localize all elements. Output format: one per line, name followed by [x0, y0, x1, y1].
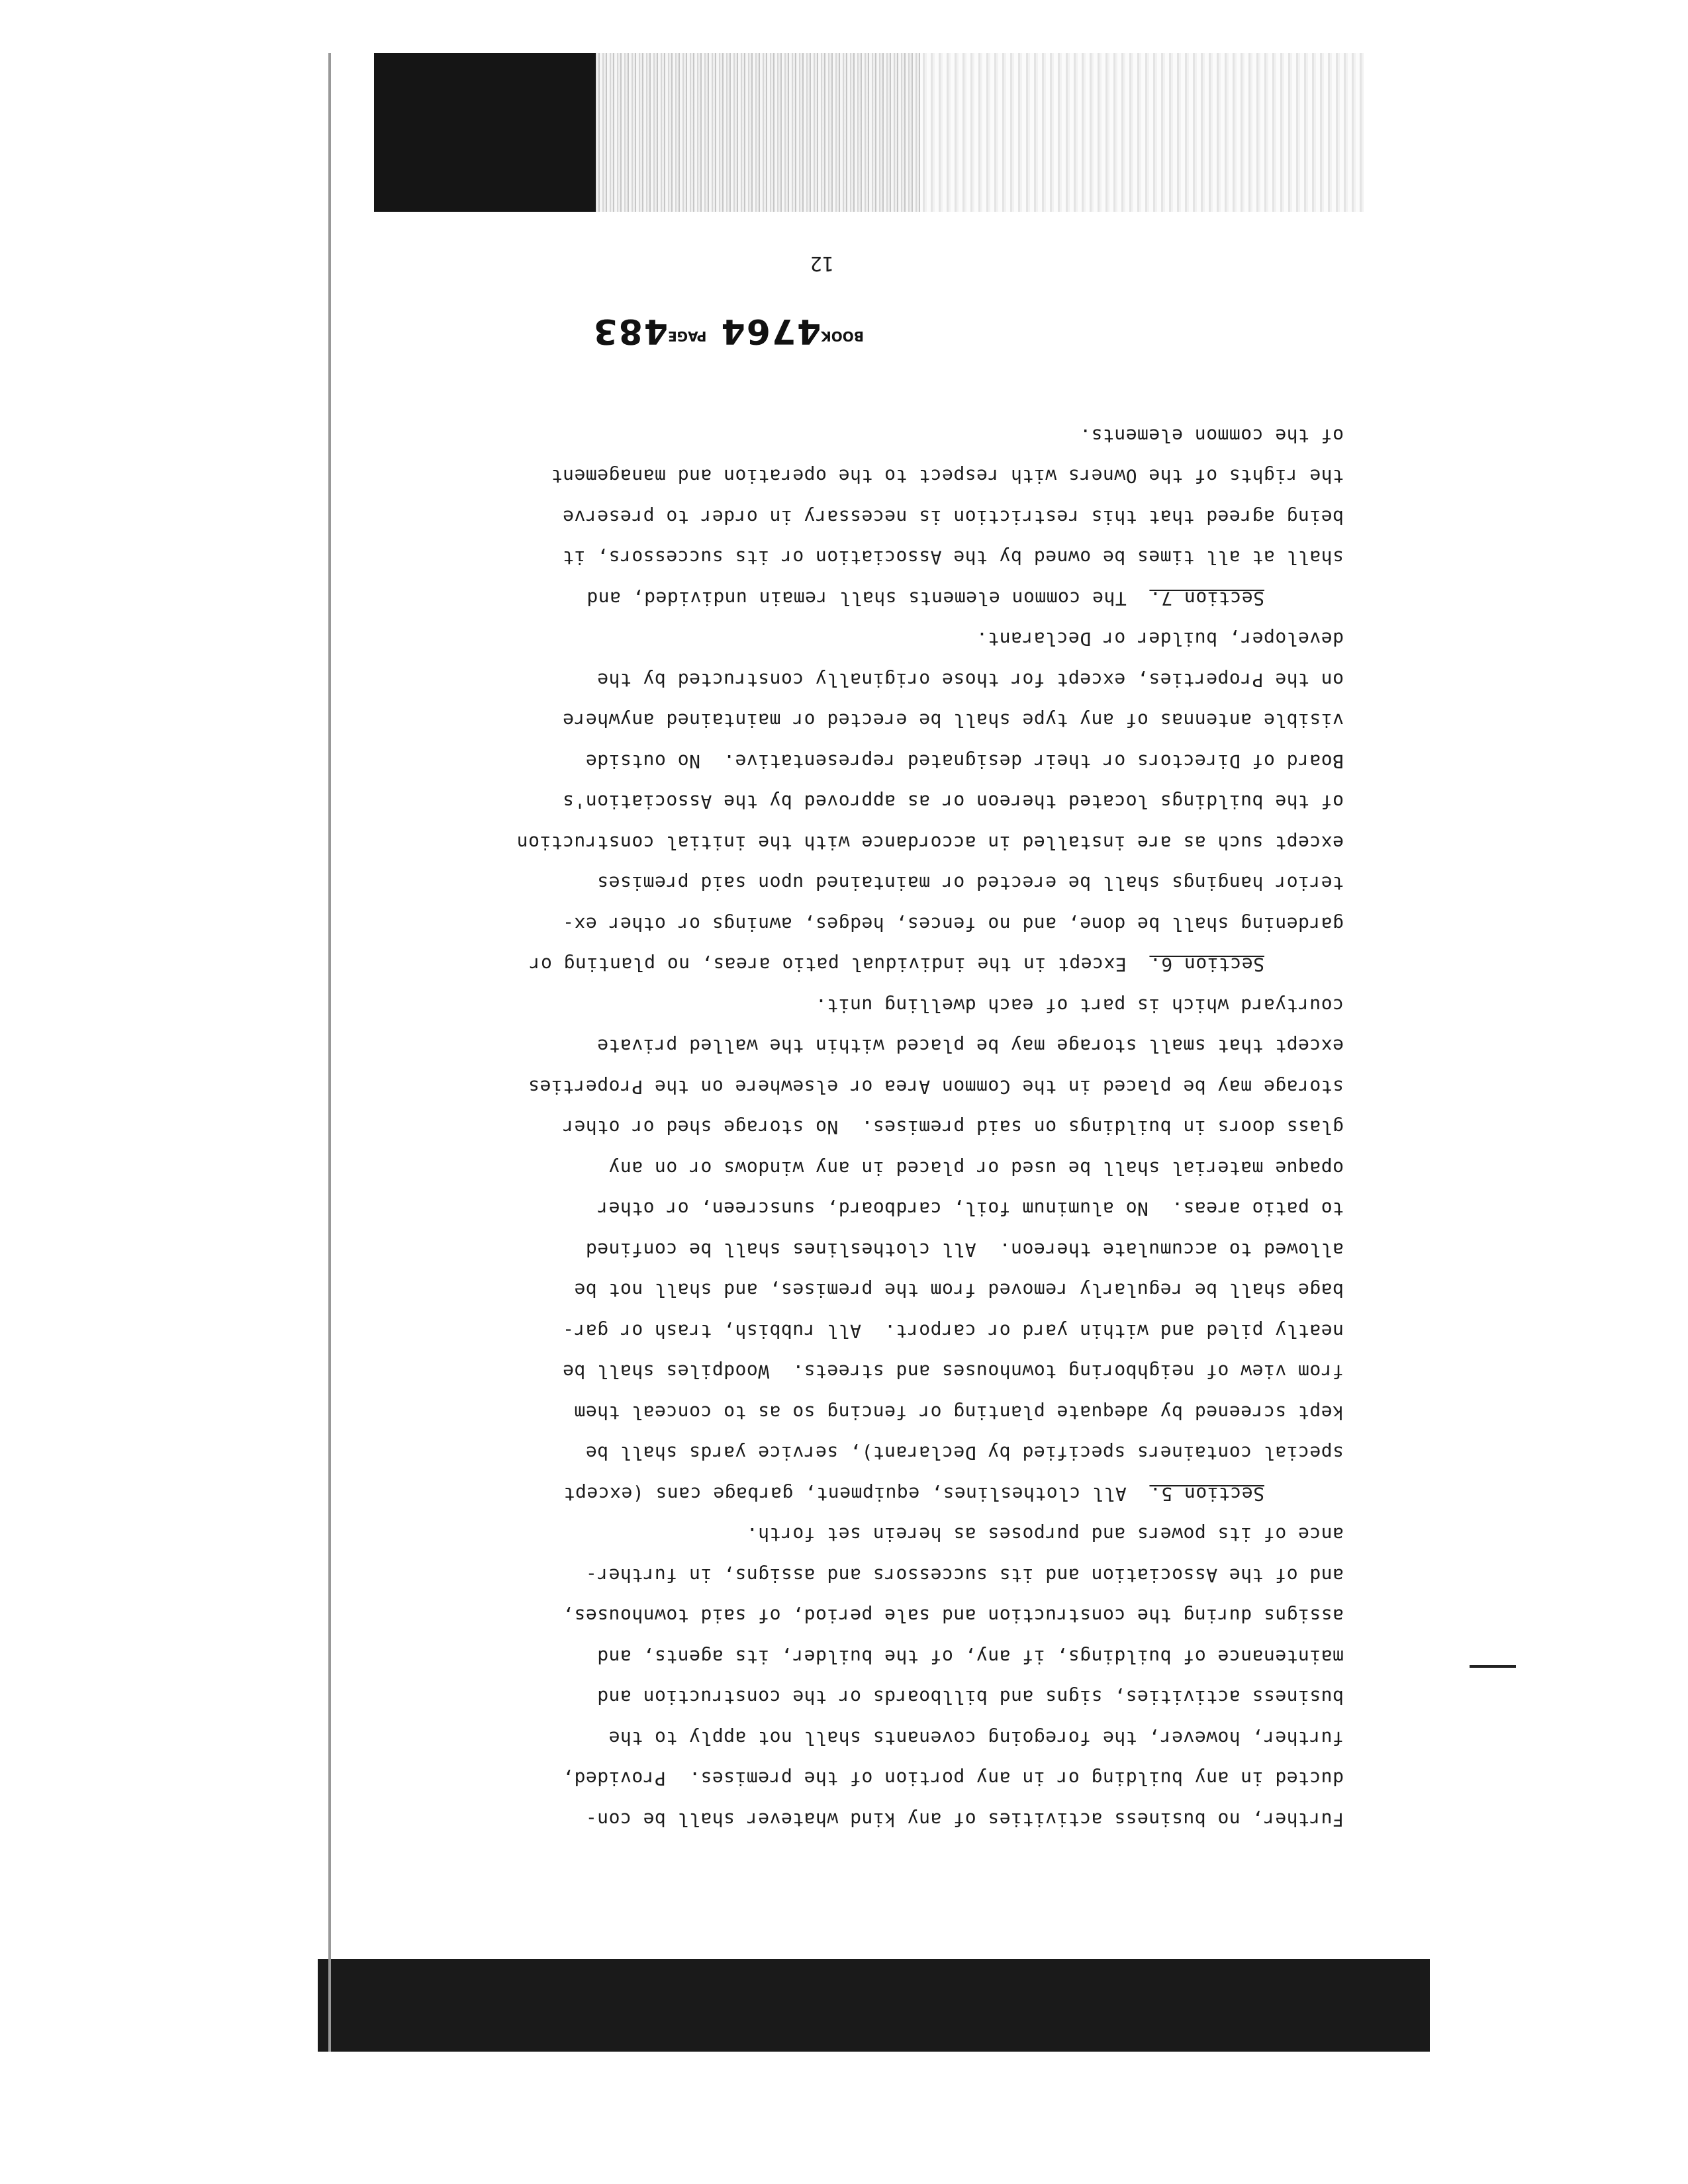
margin-mark [1470, 1665, 1516, 1668]
page-number: 12 [810, 251, 834, 275]
text-line: gardening shall be done, and no fences, hedges, awnings or other ex- [562, 913, 1344, 935]
copier-dark-band-top [318, 1959, 1430, 2052]
text-line: courtyard which is part of each dwelling unit. [815, 995, 1344, 1017]
text-line: and of the Association and its successors and assigns, in further- [585, 1565, 1344, 1586]
text-line: except such as are installed in accordance with the initial construction [516, 832, 1344, 854]
text-line: ance of its powers and purposes as herein set forth. [746, 1524, 1344, 1546]
section-6-first-line [324, 944, 1344, 985]
copier-dark-band-bottom [374, 53, 596, 212]
text-line: from view of neighboring townhouses and streets. Woodpiles shall be [562, 1361, 1344, 1383]
section-5-heading: Section 5. [1149, 1483, 1264, 1505]
text-line: glass doors in buildings on said premises. No storage shed or other [562, 1116, 1344, 1139]
text-line: allowed to accumulate thereon. All clotheslines shall be confined [585, 1239, 1344, 1261]
document-body [324, 416, 1344, 1841]
text-line: opaque material shall be used or placed in any windows or on any [608, 1158, 1344, 1179]
section-6-heading: Section 6. [1149, 954, 1264, 976]
text-line: assigns during the construction and sale period, of said townhouses, [562, 1605, 1344, 1627]
text-line: ducted in any building or in any portion of the premises. Provided, [562, 1768, 1344, 1790]
book-label: BOOK [821, 328, 864, 344]
text-line: being agreed that this restriction is necessary in order to preserve [562, 506, 1344, 528]
text-line: storage may be placed in the Common Area or elsewhere on the Properties [528, 1076, 1344, 1098]
text-line: developer, builder or Declarant. [976, 628, 1344, 651]
text-line: terior hangings shall be erected or maintained upon said premises [596, 872, 1344, 895]
section-5-lead: All clotheslines, equipment, garbage cans (except [563, 1483, 1150, 1505]
text-line: bage shall be regularly removed from the premises, and shall not be [574, 1279, 1344, 1302]
text-line: business activities, signs and billboards or the construction and [596, 1686, 1344, 1709]
page-label: PAGE [668, 328, 707, 344]
copier-faint-band [920, 53, 1364, 212]
text-line: on the Properties, except for those originally constructed by the [596, 669, 1344, 691]
section-7-first-line [324, 578, 1344, 619]
book-number: 4764 [720, 311, 821, 351]
copier-noise-band [596, 53, 920, 212]
text-line: Further, no business activities of any kind whatever shall be con- [585, 1809, 1344, 1831]
text-line: visible antennas of any type shall be erected or maintained anywhere [562, 709, 1344, 732]
text-line: neatly piled and within yard or carport. All rubbish, trash or gar- [562, 1320, 1344, 1342]
section-7-lead: The common elements shall remain undivided, and [586, 588, 1150, 610]
text-line: kept screened by adequate planting or fencing so as to conceal them [574, 1402, 1344, 1424]
text-line: special containers specified by Declarant), service yards shall be [585, 1442, 1344, 1465]
text-line: of the common elements. [1079, 425, 1344, 447]
text-line: of the buildings located thereon or as approved by the Association's [562, 791, 1344, 813]
book-page-stamp [592, 311, 864, 351]
text-line: shall at all times be owned by the Association or its successors, it [562, 547, 1344, 569]
text-line: to patio areas. No aluminum foil, cardboard, sunscreen, or other [596, 1198, 1344, 1220]
text-line: maintenance of buildings, if any, of the builder, its agents, and [596, 1646, 1344, 1668]
text-line: except that small storage may be placed within the walled private [596, 1035, 1344, 1058]
page-number-stamp: 483 [592, 311, 669, 351]
section-7-heading: Section 7. [1149, 588, 1264, 610]
section-5-first-line [324, 1474, 1344, 1515]
text-line: Board of Directors or their designated representative. No outside [585, 751, 1344, 772]
section-6-lead: Except in the individual patio areas, no planting or [529, 954, 1150, 976]
text-line: further, however, the foregoing covenants shall not apply to the [608, 1727, 1344, 1749]
text-line: the rights of the Owners with respect to the operation and management [551, 465, 1344, 488]
